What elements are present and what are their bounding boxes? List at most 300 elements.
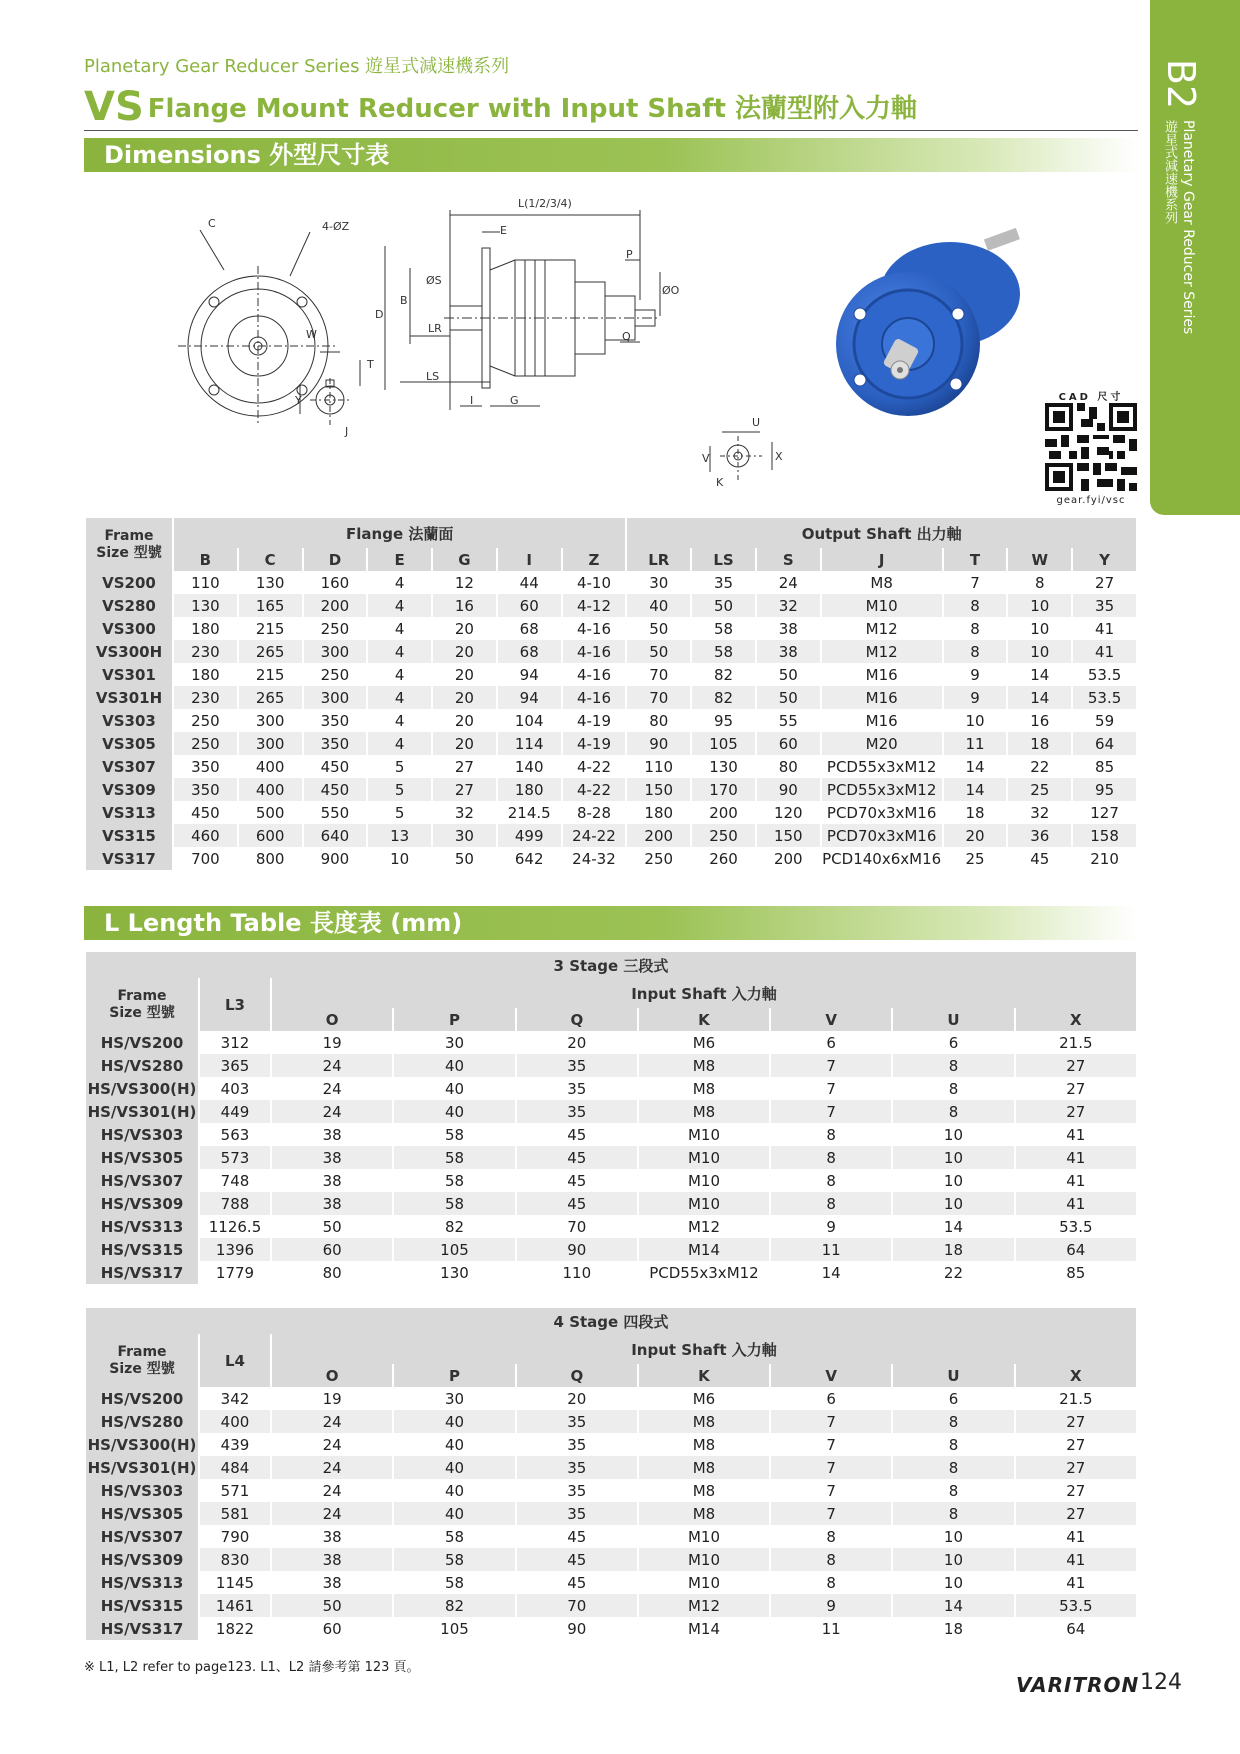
dim-value-cell: 250 <box>174 709 237 732</box>
stage4-value-cell: 18 <box>893 1617 1013 1640</box>
stage4-value-cell: 60 <box>272 1617 392 1640</box>
stage3-value-cell: 573 <box>200 1146 270 1169</box>
qr-code-icon[interactable] <box>1045 403 1137 491</box>
stage3-value-cell: 45 <box>517 1123 637 1146</box>
stage4-frame-cell: HS/VS309 <box>86 1548 198 1571</box>
stage4-value-cell: 7 <box>771 1502 891 1525</box>
label-t: T <box>367 358 374 371</box>
stage3-value-cell: 58 <box>394 1192 514 1215</box>
dim-value-cell: 4-16 <box>563 640 626 663</box>
dim-value-cell: 7 <box>944 571 1007 594</box>
dim-col-i: I <box>498 548 561 571</box>
label-k: K <box>716 476 724 489</box>
dim-value-cell: 460 <box>174 824 237 847</box>
stage3-value-cell: 27 <box>1016 1100 1136 1123</box>
label-b: B <box>400 294 408 307</box>
stage4-value-cell: M8 <box>639 1433 769 1456</box>
dim-value-cell: 90 <box>757 778 820 801</box>
stage4-value-cell: 10 <box>893 1548 1013 1571</box>
stage4-value-cell: 8 <box>893 1502 1013 1525</box>
dim-value-cell: 230 <box>174 686 237 709</box>
stage4-row <box>86 1571 1136 1594</box>
dim-value-cell: 700 <box>174 847 237 870</box>
stage4-row <box>86 1594 1136 1617</box>
title-text: Flange Mount Reducer with Input Shaft 法蘭型附入力軸 <box>147 94 918 124</box>
stage4-value-cell: 35 <box>517 1502 637 1525</box>
stage3-value-cell: 38 <box>272 1192 392 1215</box>
dim-value-cell: 350 <box>304 732 367 755</box>
stage4-row <box>86 1502 1136 1525</box>
stage4-value-cell: 8 <box>893 1433 1013 1456</box>
dim-col-lr: LR <box>627 548 690 571</box>
stage4-value-cell: 38 <box>272 1525 392 1548</box>
label-hole: 4-ØZ <box>322 220 350 233</box>
stage3-value-cell: 1396 <box>200 1238 270 1261</box>
dim-value-cell: 16 <box>1008 709 1071 732</box>
label-u: U <box>752 416 761 429</box>
label-x: X <box>775 450 783 463</box>
dim-value-cell: 642 <box>498 847 561 870</box>
dim-value-cell: 10 <box>1008 594 1071 617</box>
stage4-col-x: X <box>1016 1364 1136 1387</box>
dim-col-t: T <box>944 548 1007 571</box>
stage4-input-shaft-header: Input Shaft 入力軸 <box>272 1334 1136 1364</box>
dim-value-cell: PCD70x3xM16 <box>822 801 942 824</box>
stage3-value-cell: 38 <box>272 1169 392 1192</box>
stage4-value-cell: 45 <box>517 1571 637 1594</box>
dim-value-cell: 4-19 <box>563 732 626 755</box>
stage4-value-cell: 53.5 <box>1016 1594 1136 1617</box>
frame-size-label: Frame Size 型號 <box>96 527 162 561</box>
side-series-zh: 遊星式減速機系列 <box>1162 120 1177 224</box>
dim-value-cell: 265 <box>239 640 302 663</box>
stage3-value-cell: 90 <box>517 1238 637 1261</box>
stage4-value-cell: 24 <box>272 1410 392 1433</box>
stage4-frame-cell: HS/VS200 <box>86 1387 198 1410</box>
stage3-value-cell: 41 <box>1016 1192 1136 1215</box>
dim-value-cell: 50 <box>627 617 690 640</box>
stage4-frame-cell: HS/VS307 <box>86 1525 198 1548</box>
stage3-value-cell: M10 <box>639 1192 769 1215</box>
dim-value-cell: 20 <box>944 824 1007 847</box>
stage3-value-cell: 24 <box>272 1077 392 1100</box>
dim-value-cell: 64 <box>1073 732 1136 755</box>
stage3-col-v: V <box>771 1008 891 1031</box>
dim-row <box>86 686 1136 709</box>
stage4-value-cell: 8 <box>771 1548 891 1571</box>
dim-value-cell: 215 <box>239 663 302 686</box>
label-g: G <box>510 394 519 407</box>
dim-value-cell: 90 <box>627 732 690 755</box>
series-subtitle: Planetary Gear Reducer Series 遊星式減速機系列 <box>84 56 510 77</box>
dim-value-cell: 300 <box>304 686 367 709</box>
dim-value-cell: 170 <box>692 778 755 801</box>
dim-value-cell: 130 <box>692 755 755 778</box>
dim-value-cell: 4 <box>368 663 431 686</box>
dim-value-cell: 40 <box>627 594 690 617</box>
stage3-value-cell: PCD55x3xM12 <box>639 1261 769 1284</box>
dim-value-cell: PCD140x6xM16 <box>822 847 942 870</box>
stage3-col-x: X <box>1016 1008 1136 1031</box>
stage3-row <box>86 1031 1136 1054</box>
stage3-value-cell: 312 <box>200 1031 270 1054</box>
stage3-row <box>86 1215 1136 1238</box>
stage3-col-o: O <box>272 1008 392 1031</box>
dim-row <box>86 640 1136 663</box>
stage3-row <box>86 1100 1136 1123</box>
stage3-value-cell: 563 <box>200 1123 270 1146</box>
stage4-value-cell: 58 <box>394 1571 514 1594</box>
stage4-value-cell: M12 <box>639 1594 769 1617</box>
stage3-value-cell: M12 <box>639 1215 769 1238</box>
dim-value-cell: 11 <box>944 732 1007 755</box>
dim-value-cell: 265 <box>239 686 302 709</box>
dim-value-cell: 400 <box>239 778 302 801</box>
dim-value-cell: 5 <box>368 778 431 801</box>
dim-value-cell: 38 <box>757 640 820 663</box>
stage3-frame-cell: HS/VS315 <box>86 1238 198 1261</box>
stage4-value-cell: 35 <box>517 1479 637 1502</box>
stage4-value-cell: 830 <box>200 1548 270 1571</box>
dim-value-cell: 350 <box>174 755 237 778</box>
stage4-value-cell: 8 <box>893 1456 1013 1479</box>
stage3-value-cell: 14 <box>771 1261 891 1284</box>
stage3-value-cell: M8 <box>639 1100 769 1123</box>
dim-value-cell: 32 <box>1008 801 1071 824</box>
stage4-value-cell: 8 <box>893 1410 1013 1433</box>
dim-row <box>86 824 1136 847</box>
stage3-value-cell: 38 <box>272 1146 392 1169</box>
stage4-row <box>86 1456 1136 1479</box>
dim-value-cell: 200 <box>304 594 367 617</box>
output-shaft-group-header: Output Shaft 出力軸 <box>627 518 1136 548</box>
stage3-value-cell: 41 <box>1016 1123 1136 1146</box>
dim-frame-cell: VS309 <box>86 778 172 801</box>
stage3-frame-cell: HS/VS313 <box>86 1215 198 1238</box>
stage4-value-cell: 40 <box>394 1502 514 1525</box>
stage3-value-cell: 10 <box>893 1169 1013 1192</box>
dim-col-j: J <box>822 548 942 571</box>
dim-value-cell: 32 <box>757 594 820 617</box>
stage3-row <box>86 1169 1136 1192</box>
stage3-row <box>86 1123 1136 1146</box>
stage3-value-cell: 8 <box>771 1169 891 1192</box>
dim-value-cell: 30 <box>433 824 496 847</box>
stage3-value-cell: 8 <box>771 1192 891 1215</box>
dim-frame-cell: VS307 <box>86 755 172 778</box>
dim-frame-cell: VS301H <box>86 686 172 709</box>
label-j: J <box>345 425 349 438</box>
stage3-value-cell: 7 <box>771 1077 891 1100</box>
dim-value-cell: 4 <box>368 594 431 617</box>
dim-value-cell: M16 <box>822 709 942 732</box>
stage4-title: 4 Stage 四段式 <box>86 1308 1136 1334</box>
stage4-row <box>86 1410 1136 1433</box>
stage3-frame-cell: HS/VS307 <box>86 1169 198 1192</box>
dim-value-cell: 44 <box>498 571 561 594</box>
dim-value-cell: 50 <box>627 640 690 663</box>
dim-value-cell: 210 <box>1073 847 1136 870</box>
stage3-value-cell: 80 <box>272 1261 392 1284</box>
stage3-row <box>86 1238 1136 1261</box>
stage3-value-cell: M10 <box>639 1146 769 1169</box>
dim-value-cell: 18 <box>1008 732 1071 755</box>
dim-value-cell: 14 <box>944 755 1007 778</box>
dim-value-cell: 127 <box>1073 801 1136 824</box>
dim-value-cell: 59 <box>1073 709 1136 732</box>
stage4-value-cell: 90 <box>517 1617 637 1640</box>
stage4-value-cell: 105 <box>394 1617 514 1640</box>
dim-col-b: B <box>174 548 237 571</box>
stage4-value-cell: M8 <box>639 1410 769 1433</box>
stage3-value-cell: 9 <box>771 1215 891 1238</box>
stage4-value-cell: 58 <box>394 1525 514 1548</box>
dim-value-cell: 94 <box>498 686 561 709</box>
stage4-value-cell: 1822 <box>200 1617 270 1640</box>
stage3-value-cell: 35 <box>517 1054 637 1077</box>
stage3-value-cell: 20 <box>517 1031 637 1054</box>
dimensions-table <box>84 518 1138 870</box>
stage4-value-cell: 1461 <box>200 1594 270 1617</box>
stage3-value-cell: 70 <box>517 1215 637 1238</box>
stage4-value-cell: M6 <box>639 1387 769 1410</box>
dim-value-cell: 85 <box>1073 755 1136 778</box>
dim-value-cell: 500 <box>239 801 302 824</box>
stage3-value-cell: 40 <box>394 1054 514 1077</box>
cad-qr-block[interactable] <box>1044 388 1138 506</box>
dim-value-cell: 8-28 <box>563 801 626 824</box>
dim-value-cell: 120 <box>757 801 820 824</box>
dim-value-cell: 150 <box>757 824 820 847</box>
stage3-value-cell: 14 <box>893 1215 1013 1238</box>
stage3-value-cell: 6 <box>771 1031 891 1054</box>
dim-value-cell: 9 <box>944 686 1007 709</box>
stage4-row <box>86 1525 1136 1548</box>
stage3-value-cell: 24 <box>272 1054 392 1077</box>
stage3-title: 3 Stage 三段式 <box>86 952 1136 978</box>
dim-value-cell: 200 <box>627 824 690 847</box>
dim-value-cell: 82 <box>692 663 755 686</box>
stage4-row <box>86 1433 1136 1456</box>
dim-value-cell: 4-19 <box>563 709 626 732</box>
dim-value-cell: 4-16 <box>563 686 626 709</box>
input-shaft-end-view <box>710 432 772 482</box>
dim-row <box>86 755 1136 778</box>
stage4-frame-cell: HS/VS313 <box>86 1571 198 1594</box>
dim-value-cell: M8 <box>822 571 942 594</box>
stage3-value-cell: 82 <box>394 1215 514 1238</box>
dim-value-cell: 10 <box>1008 617 1071 640</box>
stage3-value-cell: 50 <box>272 1215 392 1238</box>
label-d: D <box>375 308 384 321</box>
stage4-col-p: P <box>394 1364 514 1387</box>
dim-value-cell: 4-10 <box>563 571 626 594</box>
stage4-value-cell: 9 <box>771 1594 891 1617</box>
stage3-value-cell: 85 <box>1016 1261 1136 1284</box>
stage4-value-cell: 1145 <box>200 1571 270 1594</box>
dim-col-w: W <box>1008 548 1071 571</box>
stage4-value-cell: 45 <box>517 1548 637 1571</box>
stage3-frame-size-header <box>86 978 198 1031</box>
technical-drawing <box>170 197 790 500</box>
stage4-value-cell: 41 <box>1016 1548 1136 1571</box>
dim-value-cell: M12 <box>822 640 942 663</box>
stage3-frame-cell: HS/VS303 <box>86 1123 198 1146</box>
stage4-col-v: V <box>771 1364 891 1387</box>
dim-value-cell: 53.5 <box>1073 663 1136 686</box>
stage3-value-cell: 27 <box>1016 1054 1136 1077</box>
stage4-frame-size-label: Frame Size 型號 <box>109 1343 175 1377</box>
stage3-value-cell: 58 <box>394 1146 514 1169</box>
dim-value-cell: 32 <box>433 801 496 824</box>
label-i: I <box>470 394 474 407</box>
stage3-value-cell: 365 <box>200 1054 270 1077</box>
dim-col-ls: LS <box>692 548 755 571</box>
label-c: C <box>208 217 216 230</box>
dim-value-cell: 95 <box>692 709 755 732</box>
qr-caption-url: gear.fyi/vsc <box>1056 495 1126 506</box>
dim-value-cell: 68 <box>498 617 561 640</box>
stage3-value-cell: 7 <box>771 1054 891 1077</box>
stage3-frame-size-label: Frame Size 型號 <box>109 987 175 1021</box>
stage3-value-cell: 105 <box>394 1238 514 1261</box>
dim-value-cell: 600 <box>239 824 302 847</box>
dim-row <box>86 594 1136 617</box>
stage4-frame-cell: HS/VS280 <box>86 1410 198 1433</box>
stage3-value-cell: M14 <box>639 1238 769 1261</box>
stage4-value-cell: 571 <box>200 1479 270 1502</box>
stage4-col-o: O <box>272 1364 392 1387</box>
stage4-value-cell: 40 <box>394 1456 514 1479</box>
label-s: ØS <box>426 274 442 287</box>
stage4-value-cell: 8 <box>893 1479 1013 1502</box>
stage3-value-cell: M10 <box>639 1169 769 1192</box>
stage4-value-cell: 342 <box>200 1387 270 1410</box>
stage4-frame-size-header <box>86 1334 198 1387</box>
stage3-col-p: P <box>394 1008 514 1031</box>
stage4-value-cell: 27 <box>1016 1502 1136 1525</box>
stage4-value-cell: 27 <box>1016 1433 1136 1456</box>
dim-value-cell: 12 <box>433 571 496 594</box>
stage3-value-cell: 1779 <box>200 1261 270 1284</box>
stage3-value-cell: 58 <box>394 1123 514 1146</box>
dim-value-cell: 9 <box>944 663 1007 686</box>
dim-value-cell: 5 <box>368 755 431 778</box>
stage4-value-cell: M10 <box>639 1571 769 1594</box>
stage3-value-cell: 60 <box>272 1238 392 1261</box>
dim-value-cell: 4-22 <box>563 755 626 778</box>
dim-value-cell: 180 <box>174 617 237 640</box>
stage3-value-cell: 41 <box>1016 1169 1136 1192</box>
dim-value-cell: 20 <box>433 640 496 663</box>
label-w: W <box>306 328 317 341</box>
page-number: 124 <box>1140 1670 1182 1695</box>
dim-value-cell: 80 <box>627 709 690 732</box>
dim-value-cell: 10 <box>944 709 1007 732</box>
stage3-value-cell: 6 <box>893 1031 1013 1054</box>
dim-col-e: E <box>368 548 431 571</box>
dim-value-cell: 130 <box>239 571 302 594</box>
stage3-frame-cell: HS/VS305 <box>86 1146 198 1169</box>
stage3-value-cell: 35 <box>517 1077 637 1100</box>
dim-value-cell: M16 <box>822 686 942 709</box>
dim-value-cell: 110 <box>174 571 237 594</box>
stage4-frame-cell: HS/VS305 <box>86 1502 198 1525</box>
stage4-value-cell: 82 <box>394 1594 514 1617</box>
stage4-value-cell: 8 <box>771 1571 891 1594</box>
label-q: Q <box>622 330 631 343</box>
dim-value-cell: 20 <box>433 617 496 640</box>
stage3-value-cell: 21.5 <box>1016 1031 1136 1054</box>
dim-value-cell: 180 <box>174 663 237 686</box>
stage3-frame-cell: HS/VS301(H) <box>86 1100 198 1123</box>
label-p: P <box>626 248 633 261</box>
dim-value-cell: 160 <box>304 571 367 594</box>
stage4-value-cell: 64 <box>1016 1617 1136 1640</box>
stage4-value-cell: M8 <box>639 1502 769 1525</box>
dim-value-cell: 250 <box>304 663 367 686</box>
dim-value-cell: 25 <box>944 847 1007 870</box>
stage3-row <box>86 1077 1136 1100</box>
stage3-value-cell: M8 <box>639 1077 769 1100</box>
dim-value-cell: 130 <box>174 594 237 617</box>
chapter-code: B2 <box>1159 58 1203 110</box>
stage3-value-cell: 8 <box>771 1123 891 1146</box>
dim-frame-cell: VS300H <box>86 640 172 663</box>
stage4-value-cell: 35 <box>517 1456 637 1479</box>
stage4-value-cell: 6 <box>771 1387 891 1410</box>
dim-value-cell: 158 <box>1073 824 1136 847</box>
dim-value-cell: 105 <box>692 732 755 755</box>
stage4-col-q: Q <box>517 1364 637 1387</box>
stage4-value-cell: 24 <box>272 1433 392 1456</box>
dim-value-cell: PCD55x3xM12 <box>822 778 942 801</box>
stage3-l3-header: L3 <box>200 978 270 1031</box>
dim-row <box>86 663 1136 686</box>
stage4-row <box>86 1387 1136 1410</box>
dim-value-cell: 50 <box>692 594 755 617</box>
dim-value-cell: 4 <box>368 571 431 594</box>
stage4-frame-cell: HS/VS303 <box>86 1479 198 1502</box>
dim-value-cell: 250 <box>692 824 755 847</box>
stage3-value-cell: 8 <box>893 1100 1013 1123</box>
stage4-value-cell: 40 <box>394 1479 514 1502</box>
stage3-row <box>86 1054 1136 1077</box>
stage4-value-cell: 40 <box>394 1410 514 1433</box>
dim-value-cell: 4 <box>368 686 431 709</box>
dim-value-cell: 450 <box>174 801 237 824</box>
stage4-value-cell: 790 <box>200 1525 270 1548</box>
dim-value-cell: 4 <box>368 709 431 732</box>
stage4-value-cell: 400 <box>200 1410 270 1433</box>
dim-value-cell: 200 <box>757 847 820 870</box>
stage4-value-cell: 7 <box>771 1456 891 1479</box>
stage3-value-cell: 40 <box>394 1100 514 1123</box>
footnote: ※ L1, L2 refer to page123. L1、L2 請參考第 123 頁。 <box>84 1660 420 1675</box>
dim-col-z: Z <box>563 548 626 571</box>
title-divider <box>84 130 1138 131</box>
dim-value-cell: 94 <box>498 663 561 686</box>
side-series-en: Planetary Gear Reducer Series <box>1180 120 1196 335</box>
dim-value-cell: 38 <box>757 617 820 640</box>
label-lr: LR <box>428 322 442 335</box>
stage4-value-cell: 24 <box>272 1456 392 1479</box>
stage3-value-cell: 45 <box>517 1169 637 1192</box>
dim-value-cell: 41 <box>1073 640 1136 663</box>
dim-value-cell: 4-16 <box>563 617 626 640</box>
label-o: ØO <box>662 284 680 297</box>
stage4-value-cell: 38 <box>272 1548 392 1571</box>
